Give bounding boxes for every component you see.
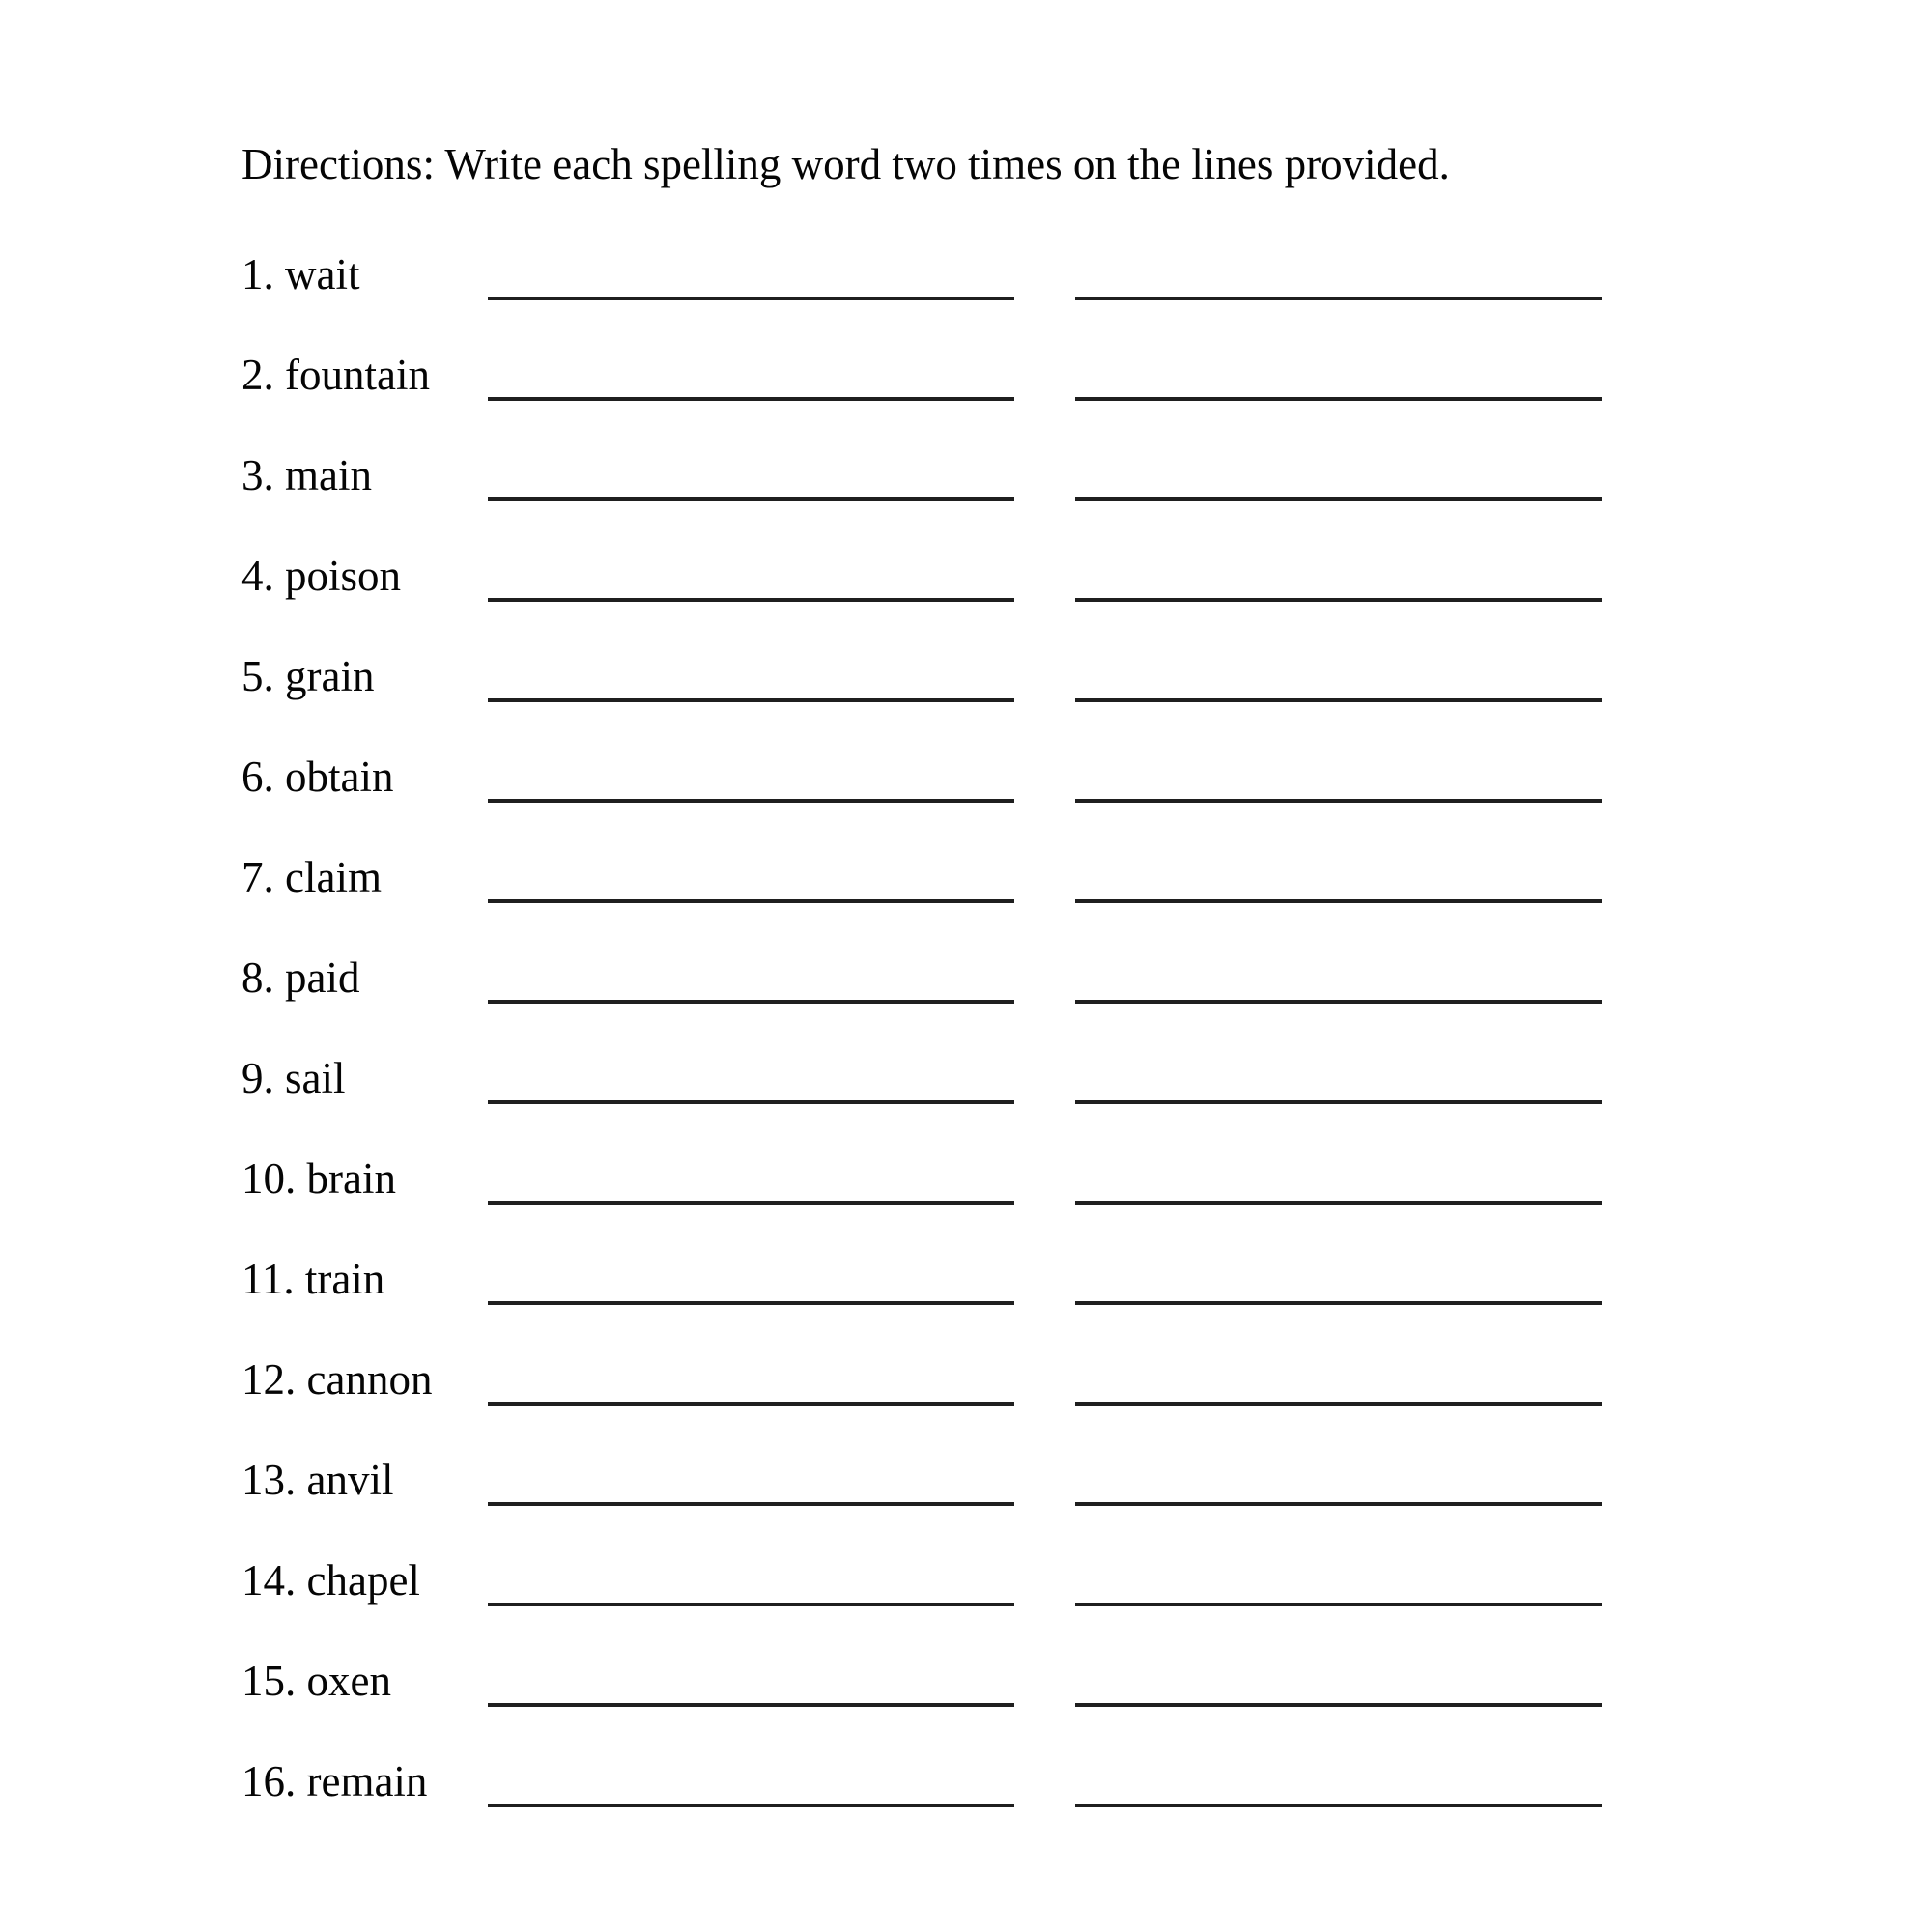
item-number: 10. <box>242 1154 297 1203</box>
answer-line-1 <box>488 698 1014 702</box>
item-label <box>242 1154 488 1203</box>
spelling-item-list <box>242 213 1932 1821</box>
item-number: 4. <box>242 552 274 600</box>
item-word: train <box>304 1255 385 1303</box>
item-label <box>242 1556 488 1605</box>
item-label <box>242 1657 488 1705</box>
spelling-item-row <box>242 1419 1932 1520</box>
item-number: 8. <box>242 953 274 1002</box>
item-word: grain <box>285 652 375 700</box>
answer-line-2 <box>1075 1402 1602 1406</box>
answer-line-1 <box>488 1201 1014 1205</box>
answer-line-1 <box>488 497 1014 501</box>
answer-line-1 <box>488 1000 1014 1004</box>
answer-line-1 <box>488 1100 1014 1104</box>
answer-line-1 <box>488 799 1014 803</box>
item-label <box>242 351 488 399</box>
answer-line-2 <box>1075 1603 1602 1606</box>
answer-line-2 <box>1075 698 1602 702</box>
answer-line-1 <box>488 598 1014 602</box>
answer-line-2 <box>1075 1100 1602 1104</box>
item-number: 2. <box>242 351 274 399</box>
spelling-item-row <box>242 1620 1932 1720</box>
answer-line-2 <box>1075 1703 1602 1707</box>
item-label <box>242 451 488 499</box>
item-word: cannon <box>306 1355 433 1404</box>
item-word: poison <box>285 552 402 600</box>
item-word: obtain <box>285 753 394 801</box>
item-label <box>242 554 488 598</box>
item-number: 11. <box>242 1255 295 1303</box>
item-label <box>242 853 488 901</box>
spelling-item-row <box>242 1118 1932 1218</box>
item-word: fountain <box>285 351 430 399</box>
item-label <box>242 652 488 700</box>
item-label <box>242 1255 488 1303</box>
spelling-item-row <box>242 1520 1932 1620</box>
item-word: anvil <box>306 1456 394 1504</box>
item-number: 12. <box>242 1355 297 1404</box>
spelling-item-row <box>242 414 1932 515</box>
item-label <box>242 1054 488 1102</box>
item-number: 3. <box>242 451 274 499</box>
spelling-item-row <box>242 1319 1932 1419</box>
item-number: 7. <box>242 853 274 901</box>
spelling-item-row <box>242 515 1932 615</box>
spelling-item-row <box>242 716 1932 816</box>
item-word: main <box>285 451 372 499</box>
item-label <box>242 250 488 298</box>
spelling-item-row <box>242 615 1932 716</box>
item-label <box>242 1355 488 1404</box>
item-number: 9. <box>242 1054 274 1102</box>
spelling-item-row <box>242 1017 1932 1118</box>
item-number: 1. <box>242 250 274 298</box>
spelling-item-row <box>242 314 1932 414</box>
item-number: 16. <box>242 1757 297 1805</box>
item-word: remain <box>306 1757 428 1805</box>
item-label <box>242 755 488 799</box>
item-word: oxen <box>306 1657 391 1705</box>
answer-line-1 <box>488 397 1014 401</box>
answer-line-1 <box>488 1603 1014 1606</box>
item-label <box>242 1757 488 1805</box>
answer-line-2 <box>1075 297 1602 300</box>
spelling-item-row <box>242 816 1932 917</box>
answer-line-1 <box>488 1804 1014 1807</box>
item-number: 5. <box>242 652 274 700</box>
item-word: chapel <box>306 1556 420 1605</box>
item-word: brain <box>306 1154 396 1203</box>
item-number: 14. <box>242 1556 297 1605</box>
answer-line-2 <box>1075 397 1602 401</box>
answer-line-1 <box>488 899 1014 903</box>
item-number: 13. <box>242 1456 297 1504</box>
answer-line-2 <box>1075 497 1602 501</box>
answer-line-2 <box>1075 899 1602 903</box>
item-number: 15. <box>242 1657 297 1705</box>
item-label <box>242 953 488 1002</box>
answer-line-1 <box>488 1703 1014 1707</box>
answer-line-1 <box>488 297 1014 300</box>
answer-line-2 <box>1075 598 1602 602</box>
answer-line-1 <box>488 1301 1014 1305</box>
answer-line-2 <box>1075 1502 1602 1506</box>
answer-line-2 <box>1075 799 1602 803</box>
answer-line-2 <box>1075 1000 1602 1004</box>
spelling-item-row <box>242 213 1932 314</box>
answer-line-2 <box>1075 1804 1602 1807</box>
answer-line-2 <box>1075 1301 1602 1305</box>
item-word: paid <box>285 953 360 1002</box>
answer-line-2 <box>1075 1201 1602 1205</box>
item-label <box>242 1456 488 1504</box>
spelling-item-row <box>242 1218 1932 1319</box>
directions-text: Directions: Write each spelling word two times on the lines provided. <box>242 140 1450 188</box>
item-number: 6. <box>242 753 274 801</box>
answer-line-1 <box>488 1502 1014 1506</box>
item-word: wait <box>285 250 360 298</box>
spelling-item-row <box>242 917 1932 1017</box>
item-word: claim <box>285 853 382 901</box>
item-word: sail <box>285 1054 346 1102</box>
spelling-item-row <box>242 1720 1932 1821</box>
answer-line-1 <box>488 1402 1014 1406</box>
